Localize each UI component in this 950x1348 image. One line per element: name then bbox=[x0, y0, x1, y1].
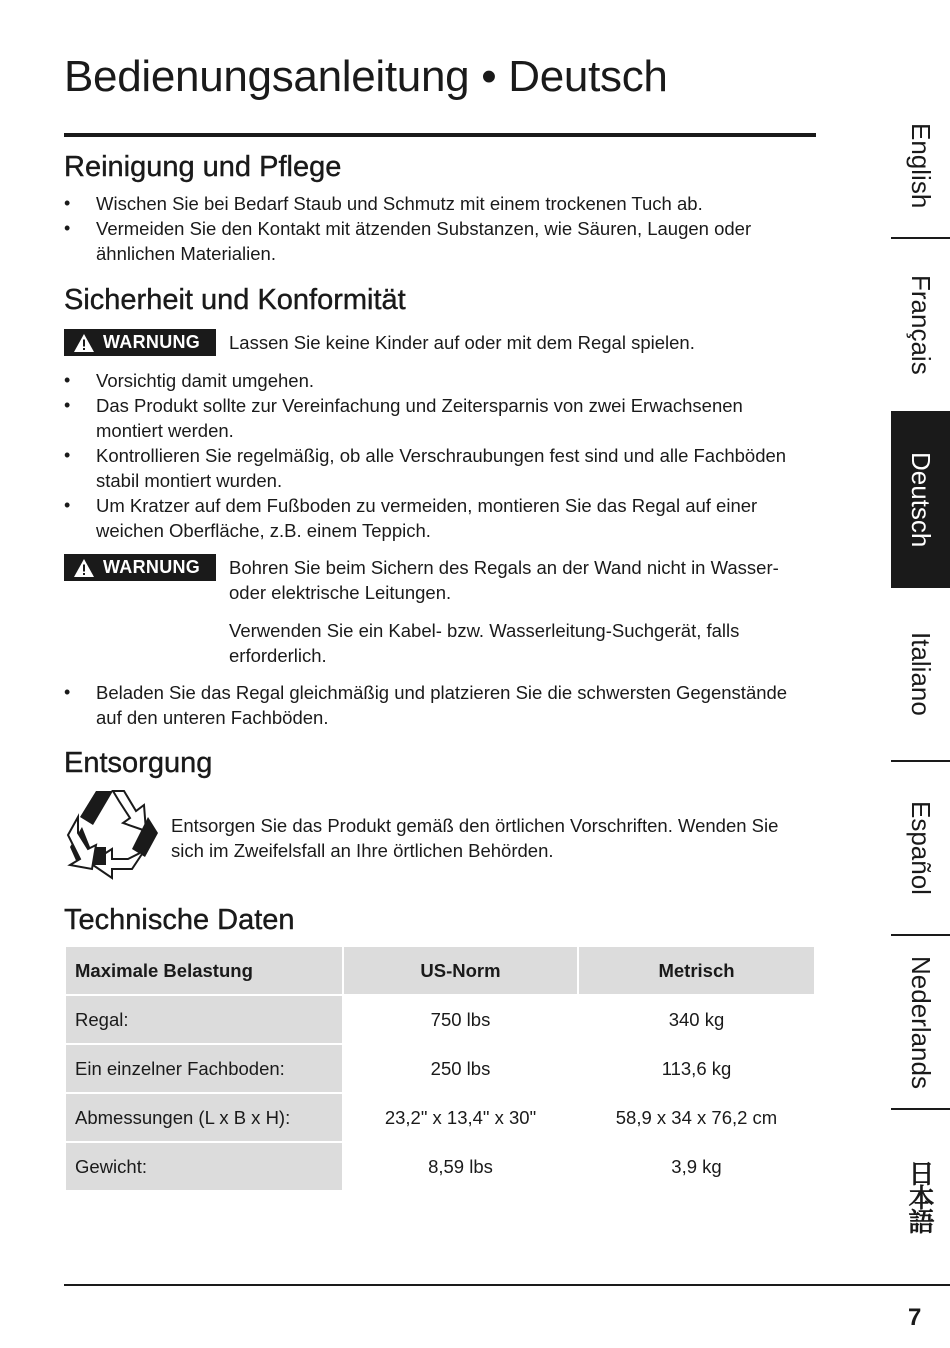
cleaning-list bbox=[64, 191, 809, 266]
table-cell-label: Abmessungen (L x B x H): bbox=[66, 1094, 342, 1141]
list-item: • Um Kratzer auf dem Fußboden zu vermeiden, montieren Sie das Regal auf einer weichen Oberfläche, z.B. einem Teppich. bbox=[64, 493, 809, 543]
list-item: • Beladen Sie das Regal gleichmäßig und platzieren Sie die schwersten Gegenstände auf den unteren Fachböden. bbox=[64, 680, 809, 730]
disposal-text: Entsorgen Sie das Produkt gemäß den örtlichen Vorschriften. Wenden Sie sich im Zweifelsfall an Ihre örtlichen Behörden. bbox=[171, 815, 779, 861]
table-row bbox=[66, 1094, 814, 1141]
list-item: • Das Produkt sollte zur Vereinfachung und Zeitersparnis von zwei Erwachsenen montiert werden. bbox=[64, 393, 809, 443]
tab-label: 日本語 bbox=[905, 1160, 935, 1232]
tab-english[interactable] bbox=[891, 96, 950, 236]
tab-divider bbox=[891, 1108, 950, 1110]
tab-label: Italiano bbox=[906, 632, 936, 716]
warning-triangle-icon bbox=[73, 333, 95, 353]
cleaning-heading: Reinigung und Pflege bbox=[64, 151, 342, 183]
tab-label: Français bbox=[906, 275, 936, 375]
footer-divider bbox=[64, 1284, 950, 1286]
table-row bbox=[66, 996, 814, 1043]
table-cell: 340 kg bbox=[579, 996, 814, 1043]
table-cell-label: Regal: bbox=[66, 996, 342, 1043]
table-row bbox=[66, 1143, 814, 1190]
warning-label: WARNUNG bbox=[103, 332, 201, 352]
column-header: US-Norm bbox=[344, 947, 577, 994]
safety-list bbox=[64, 368, 809, 543]
column-header: Maximale Belastung bbox=[66, 947, 342, 994]
table-cell: 3,9 kg bbox=[579, 1143, 814, 1190]
tab-francais[interactable] bbox=[891, 240, 950, 410]
table-cell-label: Gewicht: bbox=[66, 1143, 342, 1190]
page-title: Bedienungsanleitung • Deutsch bbox=[64, 52, 668, 101]
table-cell-label: Ein einzelner Fachboden: bbox=[66, 1045, 342, 1092]
table-cell: 23,2" x 13,4" x 30" bbox=[344, 1094, 577, 1141]
specs-heading: Technische Daten bbox=[64, 904, 295, 936]
page-number: 7 bbox=[908, 1304, 922, 1331]
list-item: • Vermeiden Sie den Kontakt mit ätzenden Substanzen, wie Säuren, Laugen oder ähnlichen Materialien. bbox=[64, 216, 809, 266]
tab-divider bbox=[891, 934, 950, 936]
table-cell: 113,6 kg bbox=[579, 1045, 814, 1092]
tab-italiano[interactable] bbox=[891, 589, 950, 759]
specs-table bbox=[64, 945, 816, 1192]
warning-badge bbox=[64, 554, 216, 581]
warning-badge bbox=[64, 329, 216, 356]
tab-label: English bbox=[906, 123, 936, 209]
tab-label: Deutsch bbox=[906, 451, 936, 548]
loading-list bbox=[64, 680, 809, 730]
list-item: • Wischen Sie bei Bedarf Staub und Schmutz mit einem trockenen Tuch ab. bbox=[64, 191, 809, 216]
disposal-heading: Entsorgung bbox=[64, 747, 213, 779]
title-divider bbox=[64, 133, 816, 137]
recycle-icon bbox=[66, 787, 160, 881]
tab-japanese[interactable] bbox=[891, 1111, 950, 1281]
warning-text: Lassen Sie keine Kinder auf oder mit dem Regal spielen. bbox=[229, 332, 695, 353]
warning-triangle-icon bbox=[73, 558, 95, 578]
warning-text: Bohren Sie beim Sichern des Regals an der Wand nicht in Wasser- oder elektrische Leitungen. bbox=[229, 557, 779, 603]
list-item: • Vorsichtig damit umgehen. bbox=[64, 368, 809, 393]
table-cell: 8,59 lbs bbox=[344, 1143, 577, 1190]
warning-label: WARNUNG bbox=[103, 557, 201, 577]
tab-divider bbox=[891, 760, 950, 762]
tab-label: Español bbox=[906, 801, 936, 895]
table-row bbox=[66, 1045, 814, 1092]
table-cell: 250 lbs bbox=[344, 1045, 577, 1092]
tab-label: Nederlands bbox=[906, 955, 936, 1089]
column-header: Metrisch bbox=[579, 947, 814, 994]
table-cell: 58,9 x 34 x 76,2 cm bbox=[579, 1094, 814, 1141]
warning-note: Verwenden Sie ein Kabel- bzw. Wasserleitung-Suchgerät, falls erforderlich. bbox=[229, 620, 740, 666]
tab-nederlands[interactable] bbox=[891, 937, 950, 1107]
safety-heading: Sicherheit und Konformität bbox=[64, 284, 406, 316]
table-header-row bbox=[66, 947, 814, 994]
tab-deutsch[interactable] bbox=[891, 411, 950, 588]
table-cell: 750 lbs bbox=[344, 996, 577, 1043]
tab-espanol[interactable] bbox=[891, 763, 950, 933]
tab-divider bbox=[891, 237, 950, 239]
list-item: • Kontrollieren Sie regelmäßig, ob alle Verschraubungen fest sind und alle Fachböden stabil montiert wurden. bbox=[64, 443, 809, 493]
